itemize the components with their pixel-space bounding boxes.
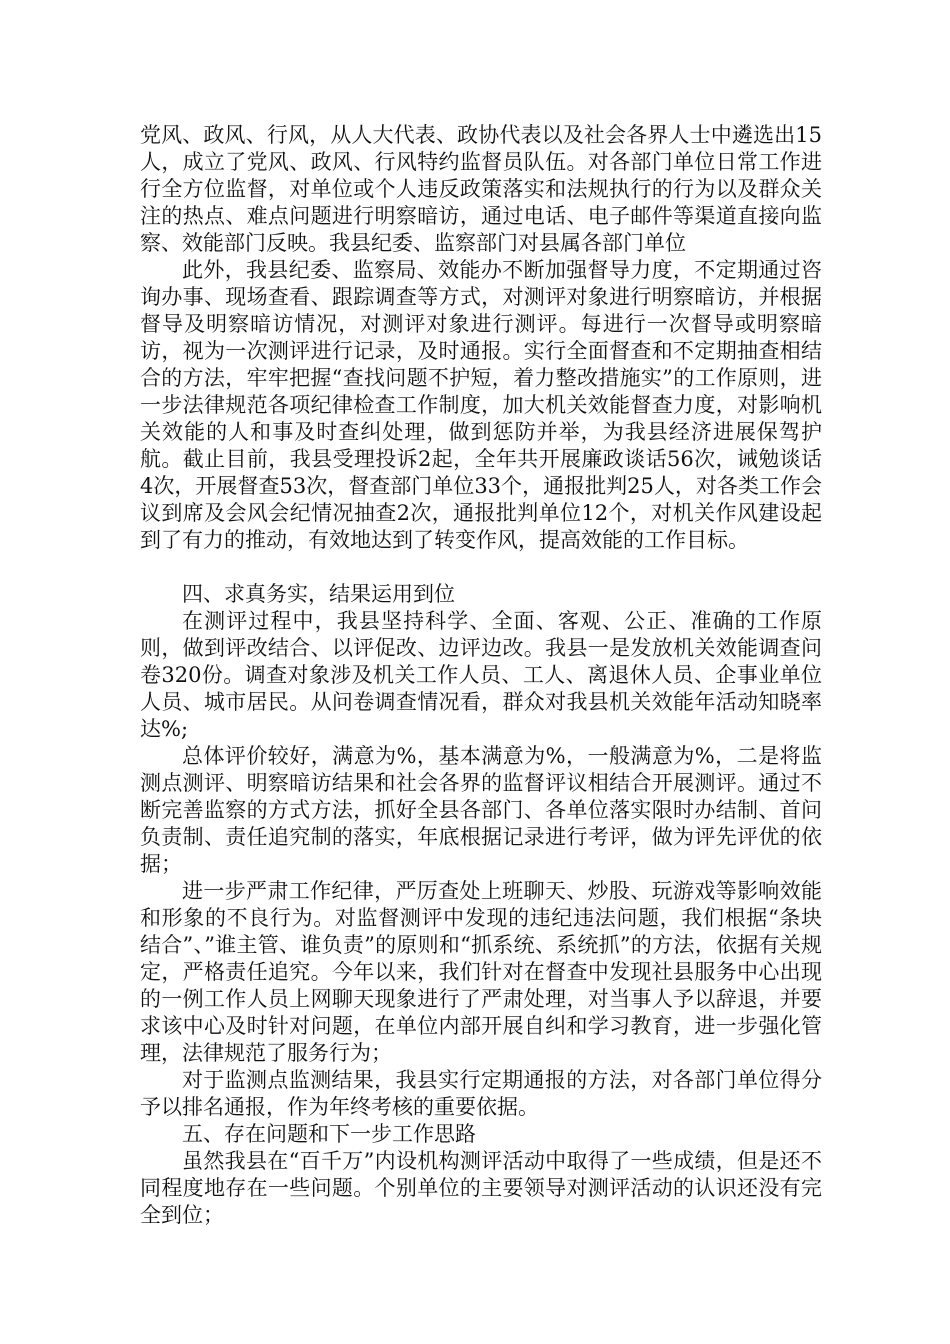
section-heading-four: 四、求真务实，结果运用到位 — [182, 582, 455, 606]
paragraph-gap — [140, 554, 822, 581]
paragraph-supervisors: 党风、政风、行风，从人大代表、政协代表以及社会各界人士中遴选出15人，成立了党风、政风、行风特约监督员队伍。对各部门单位日常工作进行全方位监督，对单位或个人违反政策落实和法规执行的行为以及群众关注的热点、难点问题进行明察暗访，通过电话、电子邮件等渠道直接向监察、效能部门反映。我县纪委、监察部门对县属各部门单位 — [140, 123, 822, 255]
paragraph-survey: 在测评过程中，我县坚持科学、全面、客观、公正、准确的工作原则，做到评改结合、以评促改、边评边改。我县一是发放机关效能调查问卷320份。调查对象涉及机关工作人员、工人、离退休人员、企事业单位人员、城市居民。从问卷调查情况看，群众对我县机关效能年活动知晓率达%; — [140, 609, 822, 741]
paragraph-reporting: 对于监测点监测结果，我县实行定期通报的方法，对各部门单位得分予以排名通报，作为年终考核的重要依据。 — [140, 1068, 822, 1119]
section-heading-five: 五、存在问题和下一步工作思路 — [182, 1122, 476, 1146]
paragraph-inspection: 此外，我县纪委、监察局、效能办不断加强督导力度，不定期通过咨询办事、现场查看、跟踪调查等方式，对测评对象进行明察暗访，并根据督导及明察暗访情况，对测评对象进行测评。每进行一次督导或明察暗访，视为一次测评进行记录，及时通报。实行全面督查和不定期抽查相结合的方法，牢牢把握“查找问题不护短，着力整改措施实”的工作原则，进一步法律规范各项纪律检查工作制度，加大机关效能督查力度，对影响机关效能的人和事及时查纠处理，做到惩防并举，为我县经济进展保驾护航。截止目前，我县受理投诉2起，全年共开展廉政谈话56次，诫勉谈话4次，开展督查53次，督查部门单位33个，通报批判25人，对各类工作会议到席及会风会纪情况抽查2次，通报批判单位12个，对机关作风建设起到了有力的推动，有效地达到了转变作风，提高效能的工作目标。 — [140, 258, 822, 552]
document-body — [140, 122, 822, 1229]
paragraph-discipline: 进一步严肃工作纪律，严厉查处上班聊天、炒股、玩游戏等影响效能和形象的不良行为。对监督测评中发现的违纪违法问题，我们根据“条块结合”、”谁主管、谁负责”的原则和“抓系统、系统抓”的方法，依据有关规定，严格责任追究。今年以来，我们针对在督查中发现社县服务中心出现的一例工作人员上网聊天现象进行了严肃处理，对当事人予以辞退，并要求该中心及时针对问题，在单位内部开展自纠和学习教育，进一步强化管理，法律规范了服务行为； — [140, 879, 822, 1065]
paragraph-problems: 虽然我县在“百千万”内设机构测评活动中取得了一些成绩，但是还不同程度地存在一些问题。个别单位的主要领导对测评活动的认识还没有完全到位； — [140, 1149, 822, 1227]
paragraph-evaluation: 总体评价较好，满意为%，基本满意为%，一般满意为%，二是将监测点测评、明察暗访结果和社会各界的监督评议相结合开展测评。通过不断完善监察的方式方法，抓好全县各部门、各单位落实限时办结制、首问负责制、责任追究制的落实，年底根据记录进行考评，做为评先评优的依据； — [140, 744, 822, 876]
